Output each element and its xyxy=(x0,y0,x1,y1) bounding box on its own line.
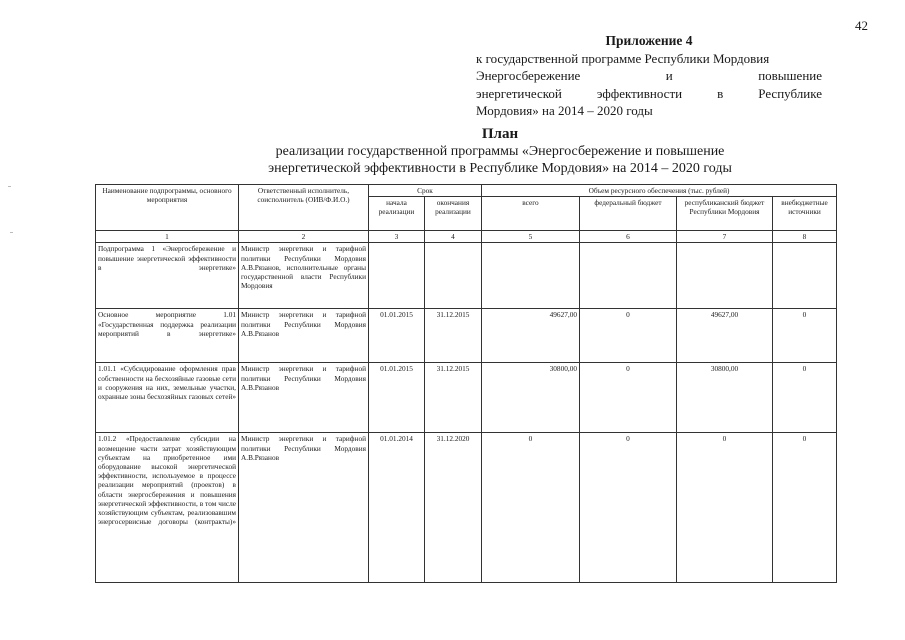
row-total: 30800,00 xyxy=(482,363,580,433)
row-federal xyxy=(580,243,677,309)
row-republic: 49627,00 xyxy=(677,309,773,363)
column-number: 2 xyxy=(239,231,369,243)
table-row xyxy=(96,243,837,309)
row-start: 01.01.2015 xyxy=(369,309,425,363)
header-end: окончания реализации xyxy=(425,197,482,231)
row-offbudget: 0 xyxy=(773,363,837,433)
page-number: 42 xyxy=(855,18,868,33)
row-republic: 30800,00 xyxy=(677,363,773,433)
row-total: 49627,00 xyxy=(482,309,580,363)
column-number: 1 xyxy=(96,231,239,243)
row-executor: Министр энергетики и тарифной политики Республики Мордовия А.В.Рязанов, исполнительные органы государственной власти Республики Мордовия xyxy=(239,243,369,309)
row-end: 31.12.2015 xyxy=(425,363,482,433)
row-federal: 0 xyxy=(580,309,677,363)
row-end xyxy=(425,243,482,309)
appendix-word: энергетической xyxy=(476,85,562,101)
appendix-line-4: Мордовия» на 2014 – 2020 годы xyxy=(476,103,653,118)
row-executor: Министр энергетики и тарифной политики Республики Мордовия А.В.Рязанов xyxy=(239,433,369,583)
column-number: 5 xyxy=(482,231,580,243)
column-number: 4 xyxy=(425,231,482,243)
row-end: 31.12.2020 xyxy=(425,433,482,583)
row-executor: Министр энергетики и тарифной политики Республики Мордовия А.В.Рязанов xyxy=(239,309,369,363)
header-federal: федеральный бюджет xyxy=(580,197,677,231)
appendix-word: Энергосбережение xyxy=(476,68,581,83)
row-offbudget: 0 xyxy=(773,309,837,363)
appendix-word: в xyxy=(717,85,724,101)
column-number: 6 xyxy=(580,231,677,243)
plan-table xyxy=(95,184,837,583)
appendix-word: эффективности xyxy=(596,85,683,101)
row-name: Основное мероприятие 1.01 «Государственная поддержка реализации мероприятий в энергетике» xyxy=(96,309,239,363)
row-federal: 0 xyxy=(580,433,677,583)
header-funding: Объем ресурсного обеспечения (тыс. рублей) xyxy=(482,185,837,197)
row-total: 0 xyxy=(482,433,580,583)
row-federal: 0 xyxy=(580,363,677,433)
table-row xyxy=(96,363,837,433)
header-total: всего xyxy=(482,197,580,231)
row-executor: Министр энергетики и тарифной политики Республики Мордовия А.В.Рязанов xyxy=(239,363,369,433)
row-start: 01.01.2015 xyxy=(369,363,425,433)
row-start: 01.01.2014 xyxy=(369,433,425,583)
plan-subtitle-line-2: энергетической эффективности в Республике Мордовия» на 2014 – 2020 годы xyxy=(268,161,732,176)
column-number: 3 xyxy=(369,231,425,243)
plan-subtitle xyxy=(90,143,905,177)
appendix-line-1: к государственной программе Республики Мордовия xyxy=(476,50,770,66)
row-start xyxy=(369,243,425,309)
row-offbudget xyxy=(773,243,837,309)
header-start: начала реализации xyxy=(369,197,425,231)
row-total xyxy=(482,243,580,309)
column-number: 8 xyxy=(773,231,837,243)
row-name: 1.01.2 «Предоставление субсидии на возмещение части затрат хозяйствующим субъектам на приобретенное ими оборудование высокой энергетической эффективности, используемое в процессе реализации мероприятий (проектов) в области энергосбережения и повышения энергетической эффективности, в том числе хозяйствующим субъектам, реализовавшим энергосервисные договоры (контракты)» xyxy=(96,433,239,583)
appendix-word: Республике xyxy=(758,85,822,101)
appendix-word: повышение xyxy=(758,68,822,83)
plan-subtitle-line-1: реализации государственной программы «Энергосбережение и повышение xyxy=(275,144,725,159)
plan-title: План xyxy=(481,126,519,142)
appendix-block xyxy=(476,32,822,120)
scan-speck xyxy=(10,232,13,233)
row-republic: 0 xyxy=(677,433,773,583)
table-row xyxy=(96,433,837,583)
table-row xyxy=(96,309,837,363)
row-name: 1.01.1 «Субсидирование оформления прав собственности на бесхозяйные газовые сети и сооружения на них, земельные участки, охранные зоны бесхозяйных газовых сетей» xyxy=(96,363,239,433)
header-offbudget: внебюджетные источники xyxy=(773,197,837,231)
appendix-line-2 xyxy=(476,67,822,85)
header-name: Наименование подпрограммы, основного мероприятия xyxy=(96,185,239,231)
column-number: 7 xyxy=(677,231,773,243)
row-republic xyxy=(677,243,773,309)
appendix-word: и xyxy=(665,68,673,83)
appendix-line-3 xyxy=(476,85,822,103)
row-end: 31.12.2015 xyxy=(425,309,482,363)
row-name: Подпрограмма 1 «Энергосбережение и повышение энергетической эффективности в энергетике» xyxy=(96,243,239,309)
scan-speck xyxy=(8,186,11,187)
header-executor: Ответственный исполнитель, соисполнитель (ОИВ/Ф.И.О.) xyxy=(239,185,369,231)
appendix-title: Приложение 4 xyxy=(605,33,693,48)
row-offbudget: 0 xyxy=(773,433,837,583)
header-term: Срок xyxy=(369,185,482,197)
header-republic: республиканский бюджет Республики Мордовия xyxy=(677,197,773,231)
